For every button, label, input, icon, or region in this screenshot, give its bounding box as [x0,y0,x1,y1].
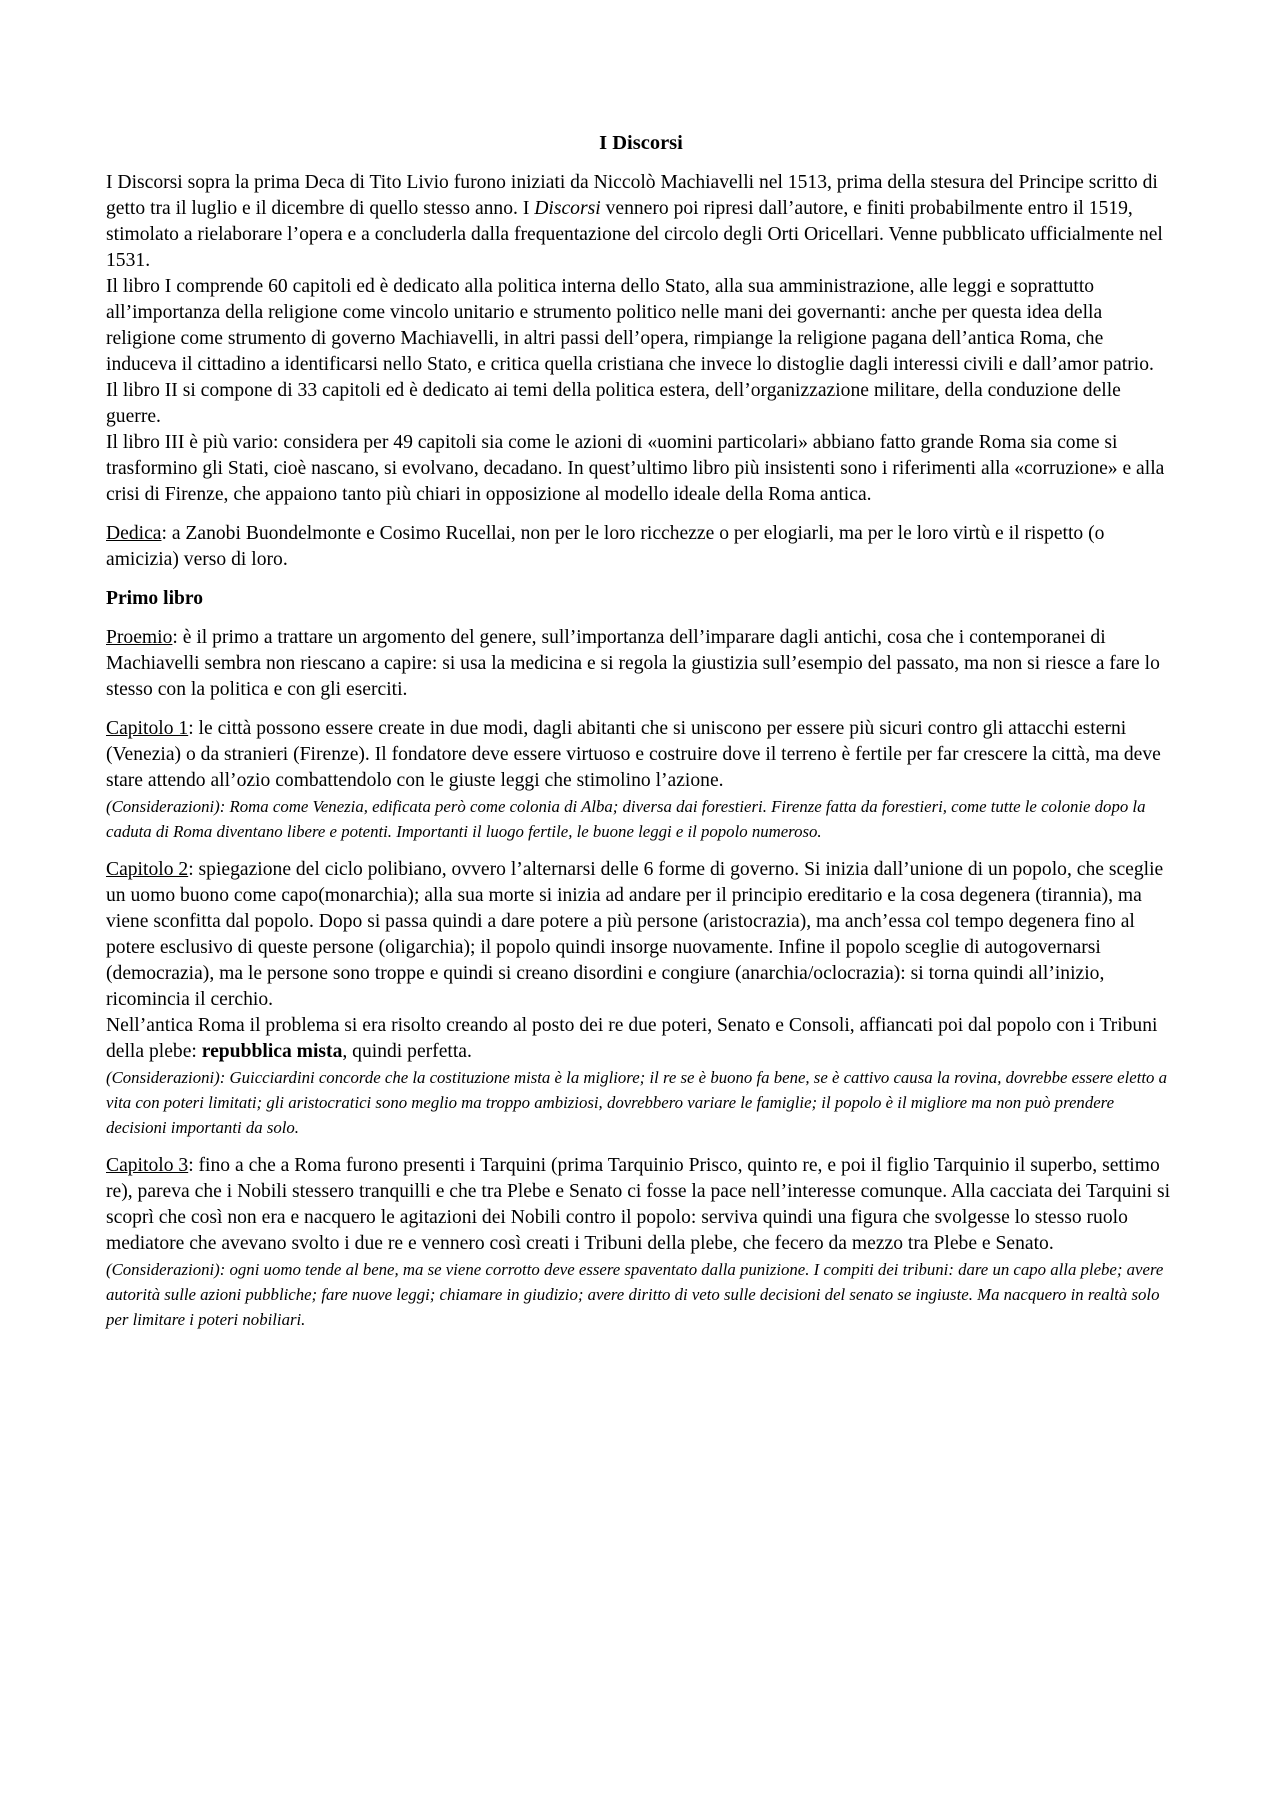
text-segment: (Considerazioni): Roma come Venezia, edificata però come colonia di Alba; diversa dai forestieri. Firenze fatta da forestieri, come tutte le colonie dopo la caduta di Roma diventano libere e potenti. Importanti il luogo fertile, le buone leggi e il popolo numeroso. [106,797,1146,841]
text-segment: Primo libro [106,588,204,609]
text-segment: Capitolo 1 [106,718,189,739]
text-segment: (Considerazioni): ogni uomo tende al bene, ma se viene corrotto deve essere spaventato dalla punizione. I compiti dei tribuni: dare un capo alla plebe; avere autorità sulle azioni pubbliche; fare nuove leggi; chiamare in giudizio; avere diritto di veto sulle decisioni del senato se ingiuste. Ma nacquero in realtà solo per limitare i poteri nobiliari. [106,1260,1164,1329]
libro-1-paragraph [106,274,1176,378]
capitolo-2-paragraph [106,857,1176,1013]
capitolo-3-considerazioni [106,1257,1176,1332]
primo-libro-heading [106,586,1176,612]
capitolo-1-considerazioni [106,794,1176,844]
text-segment: Il libro III è più vario: considera per 49 capitoli sia come le azioni di «uomini particolari» abbiano fatto grande Roma sia come si trasformino gli Stati, cioè nascano, si evolvano, decadano. In quest’ultimo libro più insistenti sono i riferimenti alla «corruzione» e alla crisi di Firenze, che appaiono tanto più chiari in opposizione al modello ideale della Roma antica. [106,432,1165,505]
text-segment: : a Zanobi Buondelmonte e Cosimo Rucellai, non per le loro ricchezze o per elogiarli, ma per le loro virtù e il rispetto (o amicizia) verso di loro. [106,523,1105,570]
text-segment: : è il primo a trattare un argomento del genere, sull’importanza dell’imparare dagli antichi, cosa che i contemporanei di Machiavelli sembra non riescano a capire: si usa la medicina e si regola la giustizia sull’esempio del passato, ma non si riesce a fare lo stesso con la politica e con gli eserciti. [106,627,1160,700]
text-segment: Proemio [106,627,173,648]
libro-3-paragraph [106,430,1176,508]
text-segment: : spiegazione del ciclo polibiano, ovvero l’alternarsi delle 6 forme di governo. Si inizia dall’unione di un popolo, che sceglie un uomo buono come capo(monarchia); alla sua morte si inizia ad andare per il principio ereditario e la cosa degenera (tirannia), ma viene sconfitta dal popolo. Dopo si passa quindi a dare potere a più persone (aristocrazia), ma anch’essa col tempo degenera fino al potere esclusivo di queste persone (oligarchia); il popolo quindi insorge nuovamente. Infine il popolo sceglie di autogovernarsi (democrazia), ma le persone sono troppe e quindi si creano disordini e congiure (anarchia/oclocrazia): si torna quindi all’inizio, ricomincia il cerchio. [106,859,1164,1010]
proemio-paragraph [106,625,1176,703]
dedica-paragraph [106,521,1176,573]
text-segment: Discorsi [534,198,601,219]
capitolo-2-considerazioni [106,1065,1176,1140]
text-segment: vennero poi ripresi dall’autore, e finiti probabilmente entro il 1519, stimolato a rielaborare l’opera e a concluderla dalla frequentazione del circolo degli Orti Oricellari. Venne pubblicato ufficialmente nel 1531. [106,198,1163,271]
text-segment: Nell’antica Roma il problema si era risolto creando al posto dei re due poteri, Senato e Consoli, affiancati poi dal popolo con i Tribuni della plebe: [106,1015,1158,1062]
text-segment: (Considerazioni): Guicciardini concorde che la costituzione mista è la migliore; il re se è buono fa bene, se è cattivo causa la rovina, dovrebbe essere eletto a vita con poteri limitati; gli aristocratici sono meglio ma troppo ambiziosi, dovrebbero variare le famiglie; il popolo è il migliore ma non può prendere decisioni importanti da solo. [106,1068,1168,1137]
text-segment: , quindi perfetta. [342,1041,472,1062]
document-title: I Discorsi [599,132,683,154]
libro-2-paragraph [106,378,1176,430]
text-segment: : le città possono essere create in due modi, dagli abitanti che si uniscono per essere più sicuri contro gli attacchi esterni (Venezia) o da stranieri (Firenze). Il fondatore deve essere virtuoso e costruire dove il terreno è fertile per far crescere la città, ma deve stare attendo all’ozio combattendolo con le giuste leggi che stimolino l’azione. [106,718,1161,791]
text-segment: : fino a che a Roma furono presenti i Tarquini (prima Tarquinio Prisco, quinto re, e poi il figlio Tarquinio il superbo, settimo re), pareva che i Nobili stessero tranquilli e che tra Plebe e Senato ci fosse la pace nell’interesse comunque. Alla cacciata dei Tarquini si scoprì che così non era e nacquero le agitazioni dei Nobili contro il popolo: serviva quindi una figura che svolgesse lo stesso ruolo mediatore che avevano svolto i due re e vennero così creati i Tribuni della plebe, che fecero da mezzo tra Plebe e Senato. [106,1155,1171,1254]
text-segment: Dedica [106,523,162,544]
capitolo-3-paragraph [106,1153,1176,1257]
text-segment: Il libro II si compone di 33 capitoli ed è dedicato ai temi della politica estera, dell’organizzazione militare, della conduzione delle guerre. [106,380,1121,427]
document-blocks [106,170,1176,1332]
capitolo-2-continuation [106,1013,1176,1065]
intro-paragraph [106,170,1176,274]
text-segment: repubblica mista [201,1041,343,1062]
text-segment: I Discorsi sopra la prima Deca di Tito Livio furono iniziati da Niccolò Machiavelli nel 1513, prima della stesura del Principe scritto di getto tra il luglio e il dicembre di quello stesso anno. I [106,172,1158,219]
text-segment: Capitolo 2 [106,859,189,880]
text-segment: Capitolo 3 [106,1155,189,1176]
capitolo-1-paragraph [106,716,1176,794]
text-segment: Il libro I comprende 60 capitoli ed è dedicato alla politica interna dello Stato, alla sua amministrazione, alle leggi e soprattutto all’importanza della religione come vincolo unitario e strumento politico nelle mani dei governanti: anche per questa idea della religione come strumento di governo Machiavelli, in altri passi dell’opera, rimpiange la religione pagana dell’antica Roma, che induceva il cittadino a identificarsi nello Stato, e critica quella cristiana che invece lo distoglie dagli interessi civili e dall’amor patrio. [106,276,1154,375]
